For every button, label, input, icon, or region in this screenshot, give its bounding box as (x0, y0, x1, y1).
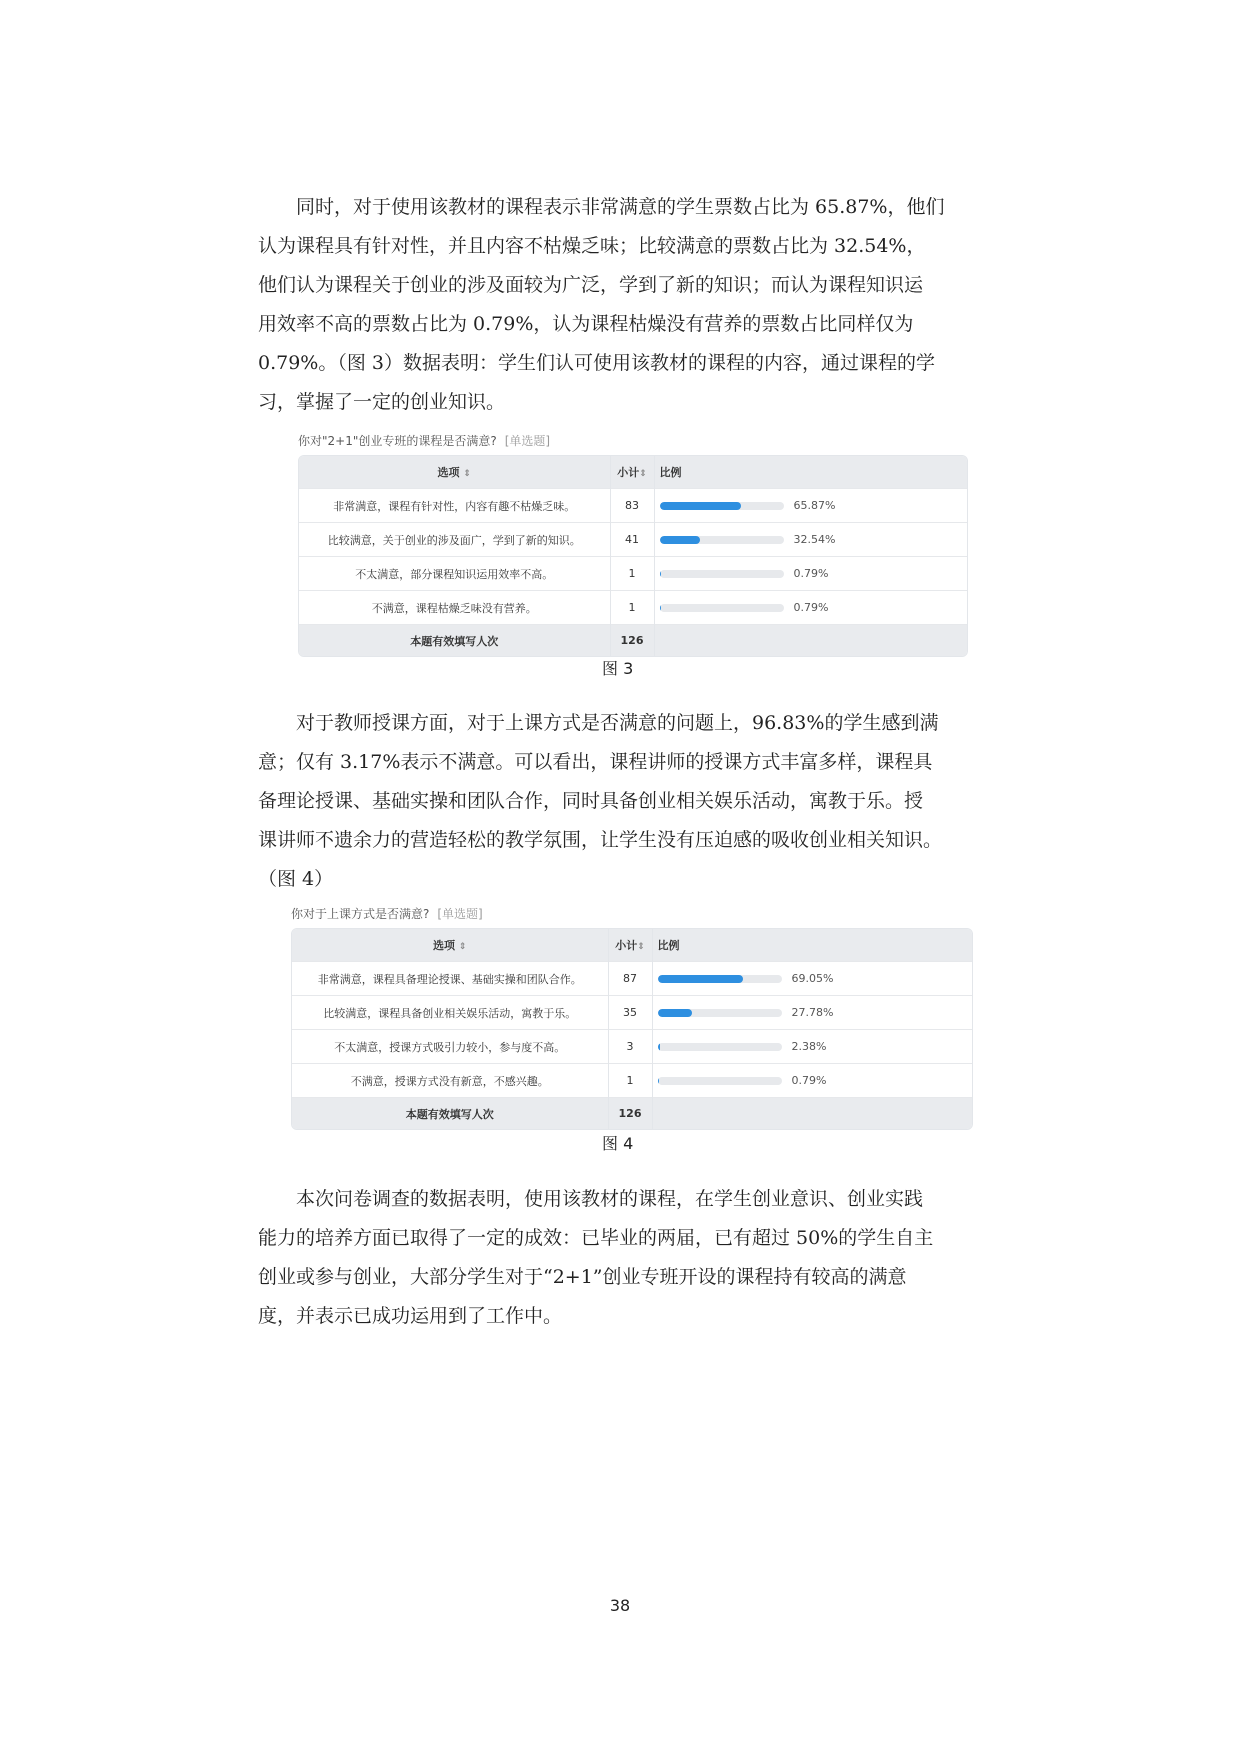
text-line: 用效率不高的票数占比为 0.79%，认为课程枯燥没有营养的票数占比同样仅为 (258, 313, 914, 335)
progress-bar (660, 502, 784, 510)
sort-icon[interactable]: ⇕ (458, 942, 467, 952)
progress-bar (658, 1077, 782, 1085)
progress-bar-fill (660, 604, 661, 612)
text-line: 意；仅有 3.17%表示不满意。可以看出，课程讲师的授课方式丰富多样，课程具 (258, 751, 933, 773)
table-row (292, 1064, 972, 1098)
figure-4-table (291, 928, 973, 1130)
text-line: 备理论授课、基础实操和团队合作，同时具备创业相关娱乐活动，寓教于乐。授 (258, 790, 924, 812)
text-line: 他们认为课程关于创业的涉及面较为广泛，学到了新的知识；而认为课程知识运 (258, 274, 924, 296)
sort-icon[interactable]: ⇕ (463, 469, 471, 479)
text-line: 0.79%。（图 3）数据表明：学生们认可使用该教材的课程的内容，通过课程的学 (258, 352, 935, 374)
text-line: 本次问卷调查的数据表明，使用该教材的课程，在学生创业意识、创业实践 (296, 1188, 924, 1210)
option-count: 1 (610, 557, 654, 591)
option-count: 87 (608, 962, 652, 996)
text-line: 度，并表示已成功运用到了工作中。 (258, 1305, 563, 1327)
progress-bar (658, 1043, 782, 1051)
progress-bar-fill (658, 1043, 661, 1051)
option-ratio (654, 489, 967, 523)
option-count: 35 (608, 996, 652, 1030)
option-ratio (654, 523, 967, 557)
text-line: （图 4） (258, 868, 334, 890)
text-line: 能力的培养方面已取得了一定的成效：已毕业的两届，已有超过 50%的学生自主 (258, 1227, 934, 1249)
percent-label: 27.78% (791, 1006, 834, 1020)
question-text: 你对"2+1"创业专班的课程是否满意? (298, 434, 497, 448)
progress-bar-fill (660, 570, 661, 578)
text-line: 同时，对于使用该教材的课程表示非常满意的学生票数占比为 65.87%，他们 (296, 196, 945, 218)
option-label: 不太满意，部分课程知识运用效率不高。 (299, 557, 610, 591)
column-header-option[interactable]: 选项 ⇕ (292, 929, 608, 962)
option-ratio (652, 1030, 972, 1064)
column-header-ratio: 比例 (654, 456, 967, 489)
text-line: 课讲师不遗余力的营造轻松的教学氛围，让学生没有压迫感的吸收创业相关知识。 (258, 829, 943, 851)
progress-bar-fill (658, 975, 744, 983)
option-count: 3 (608, 1030, 652, 1064)
figure-3-question (298, 432, 550, 449)
paragraph-3 (258, 1180, 961, 1336)
percent-label: 32.54% (793, 533, 836, 547)
option-ratio (654, 591, 967, 625)
progress-bar (658, 1009, 782, 1017)
progress-bar-fill (658, 1077, 659, 1085)
question-text: 你对于上课方式是否满意? (291, 907, 430, 921)
page-number: 38 (609, 1596, 631, 1615)
question-type-tag: [单选题] (504, 434, 551, 448)
column-header-option[interactable]: 选项 ⇕ (299, 456, 610, 489)
text-line: 习，掌握了一定的创业知识。 (258, 391, 506, 413)
option-ratio (652, 1064, 972, 1098)
figure-4-caption: 图 4 (602, 1134, 634, 1153)
text-line: 创业或参与创业，大部分学生对于“2+1”创业专班开设的课程持有较高的满意 (258, 1266, 907, 1288)
option-label: 比较满意，课程具备创业相关娱乐活动，寓教于乐。 (292, 996, 608, 1030)
column-header-ratio: 比例 (652, 929, 972, 962)
option-label: 不太满意，授课方式吸引力较小，参与度不高。 (292, 1030, 608, 1064)
progress-bar (658, 975, 782, 983)
option-label: 非常满意，课程具备理论授课、基础实操和团队合作。 (292, 962, 608, 996)
option-label: 不满意，授课方式没有新意，不感兴趣。 (292, 1064, 608, 1098)
option-ratio (652, 996, 972, 1030)
figure-3-caption: 图 3 (602, 659, 634, 678)
progress-bar (660, 536, 784, 544)
percent-label: 0.79% (791, 1074, 827, 1088)
table-row (299, 591, 967, 625)
option-ratio (652, 962, 972, 996)
paragraph-2 (258, 704, 961, 899)
progress-bar (660, 570, 784, 578)
table-row (292, 962, 972, 996)
progress-bar-fill (658, 1009, 692, 1017)
option-label: 比较满意，关于创业的涉及面广，学到了新的知识。 (299, 523, 610, 557)
progress-bar-fill (660, 502, 742, 510)
option-count: 1 (610, 591, 654, 625)
total-count: 126 (610, 625, 654, 657)
question-type-tag: [单选题] (437, 907, 483, 921)
option-ratio (654, 557, 967, 591)
column-header-count[interactable]: 小计⇕ (610, 456, 654, 489)
table-row (292, 1030, 972, 1064)
table-row (299, 557, 967, 591)
percent-label: 65.87% (793, 499, 836, 513)
option-label: 非常满意，课程有针对性，内容有趣不枯燥乏味。 (299, 489, 610, 523)
percent-label: 69.05% (791, 972, 834, 986)
sort-icon[interactable]: ⇕ (637, 942, 645, 952)
percent-label: 0.79% (793, 567, 829, 581)
option-count: 1 (608, 1064, 652, 1098)
figure-4-question (291, 905, 483, 922)
total-count: 126 (608, 1098, 652, 1130)
progress-bar (660, 604, 784, 612)
option-count: 41 (610, 523, 654, 557)
table-row (299, 523, 967, 557)
figure-3-table (298, 455, 968, 657)
percent-label: 0.79% (793, 601, 829, 615)
option-count: 83 (610, 489, 654, 523)
text-line: 对于教师授课方面，对于上课方式是否满意的问题上，96.83%的学生感到满 (296, 712, 939, 734)
table-row (292, 996, 972, 1030)
paragraph-1 (258, 188, 961, 422)
option-label: 不满意，课程枯燥乏味没有营养。 (299, 591, 610, 625)
sort-icon[interactable]: ⇕ (639, 469, 647, 479)
table-row (299, 489, 967, 523)
total-label: 本题有效填写人次 (299, 625, 610, 657)
progress-bar-fill (660, 536, 700, 544)
text-line: 认为课程具有针对性，并且内容不枯燥乏味；比较满意的票数占比为 32.54%， (258, 235, 926, 257)
percent-label: 2.38% (791, 1040, 827, 1054)
total-label: 本题有效填写人次 (292, 1098, 608, 1130)
column-header-count[interactable]: 小计⇕ (608, 929, 652, 962)
